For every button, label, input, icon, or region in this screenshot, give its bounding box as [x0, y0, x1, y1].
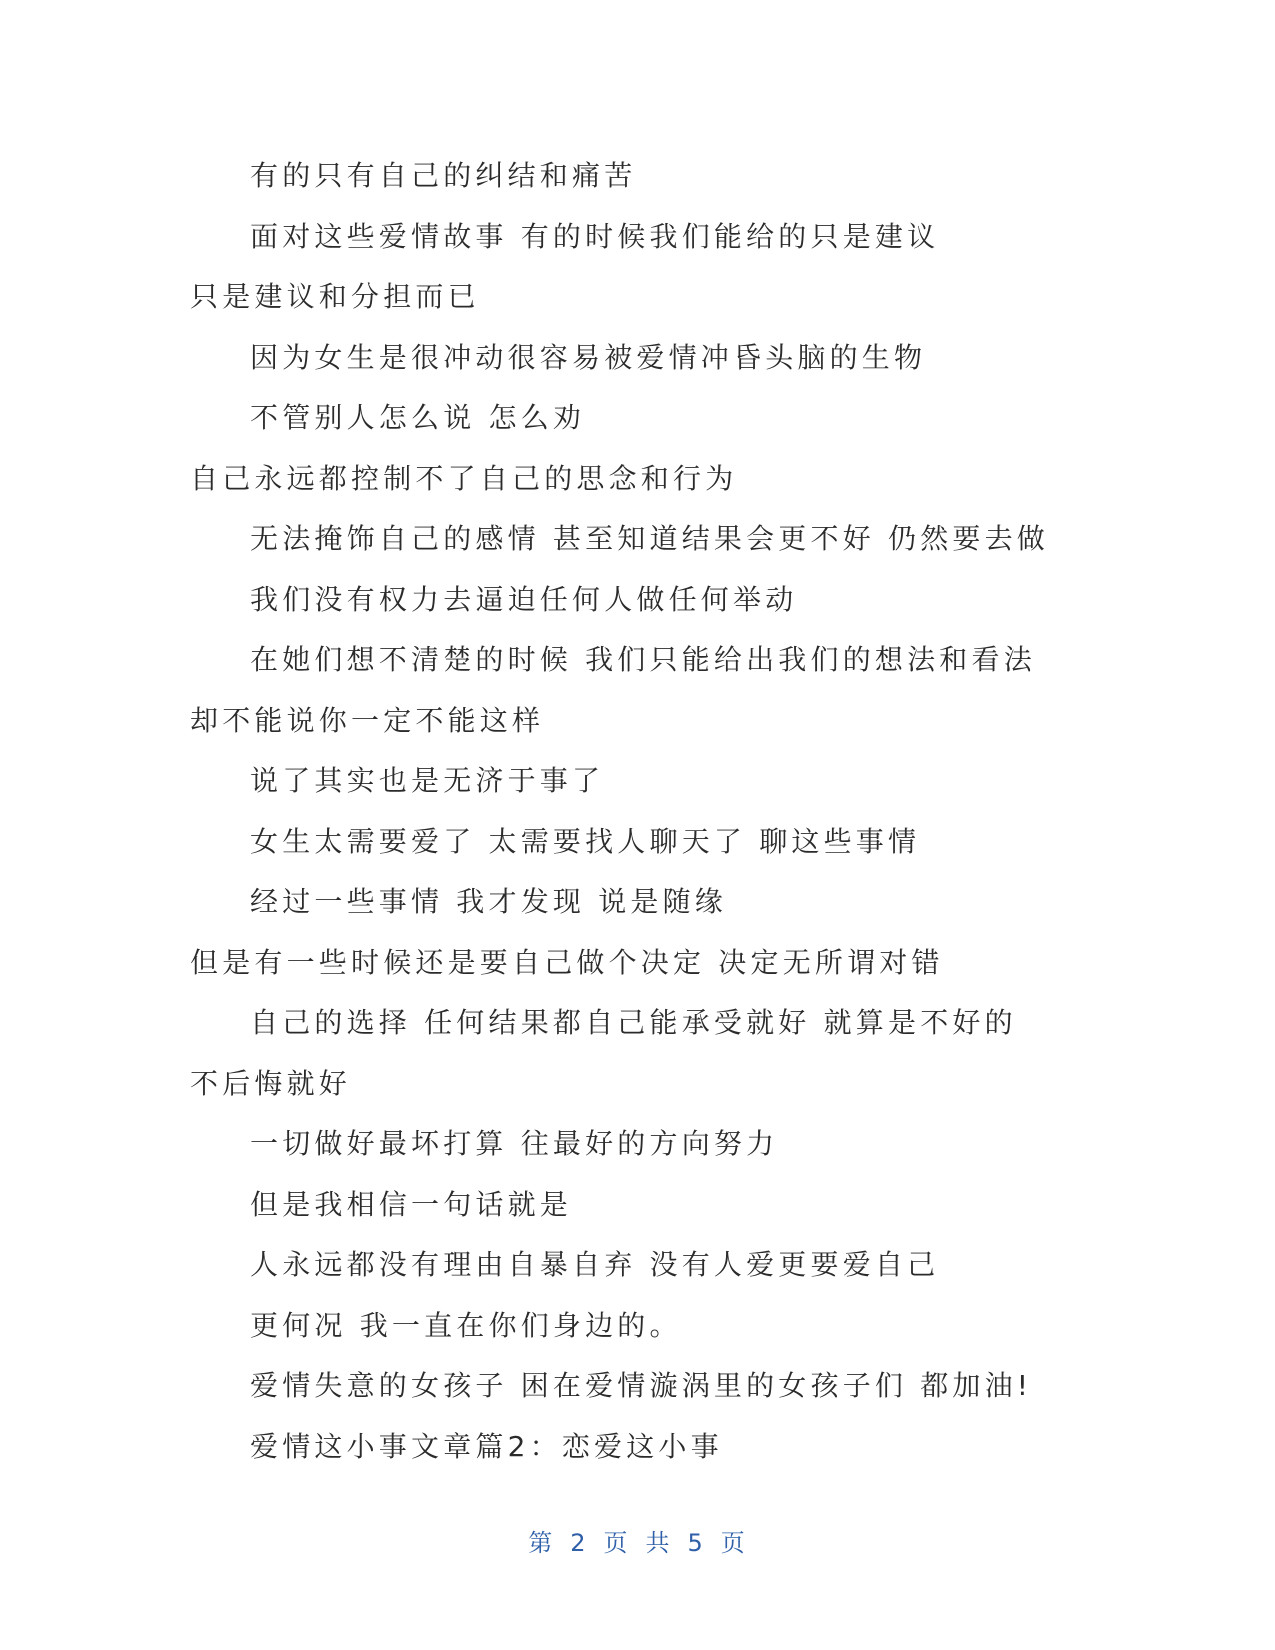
text-line: 经过一些事情 我才发现 说是随缘	[250, 885, 728, 918]
text-line: 因为女生是很冲动很容易被爱情冲昏头脑的生物	[250, 340, 927, 374]
footer-label-page: 第	[528, 1529, 555, 1557]
text-line: 女生太需要爱了 太需要找人聊天了 聊这些事情	[250, 824, 921, 858]
text-line: 但是有一些时候还是要自己做个决定 决定无所谓对错	[190, 945, 944, 979]
text-line: 一切做好最坏打算 往最好的方向努力	[250, 1127, 779, 1160]
footer-current-page: 2	[570, 1529, 588, 1557]
text-line: 人永远都没有理由自暴自弃 没有人爱更要爱自己	[250, 1248, 940, 1281]
footer-total-pages: 5	[687, 1529, 705, 1557]
text-line: 在她们想不清楚的时候 我们只能给出我们的想法和看法	[250, 643, 1036, 676]
text-line: 但是我相信一句话就是	[250, 1187, 573, 1221]
text-line: 自己的选择 任何结果都自己能承受就好 就算是不好的	[250, 1006, 1017, 1039]
footer-label-ye: 页	[603, 1529, 630, 1557]
section-heading: 爱情这小事文章篇2：恋爱这小事	[250, 1429, 723, 1463]
text-line: 却不能说你一定不能这样	[190, 703, 545, 737]
text-line: 更何况 我一直在你们身边的。	[250, 1308, 682, 1342]
text-line: 有的只有自己的纠结和痛苦	[250, 159, 637, 192]
text-line: 无法掩饰自己的感情 甚至知道结果会更不好 仍然要去做	[250, 522, 1050, 555]
document-body	[190, 146, 1090, 1477]
text-line: 不后悔就好	[190, 1066, 352, 1100]
page-footer	[0, 1523, 1275, 1558]
text-line: 说了其实也是无济于事了	[250, 764, 605, 797]
text-line: 面对这些爱情故事 有的时候我们能给的只是建议	[250, 219, 940, 253]
footer-label-ye2: 页	[720, 1529, 747, 1557]
text-line: 爱情失意的女孩子 困在爱情漩涡里的女孩子们 都加油!	[250, 1369, 1033, 1402]
text-line: 不管别人怎么说 怎么劝	[250, 401, 586, 434]
text-line: 只是建议和分担而已	[190, 280, 480, 313]
text-line: 我们没有权力去逼迫任何人做任何举动	[250, 582, 798, 616]
text-line: 自己永远都控制不了自己的思念和行为	[190, 461, 738, 495]
footer-label-total: 共	[645, 1529, 672, 1557]
